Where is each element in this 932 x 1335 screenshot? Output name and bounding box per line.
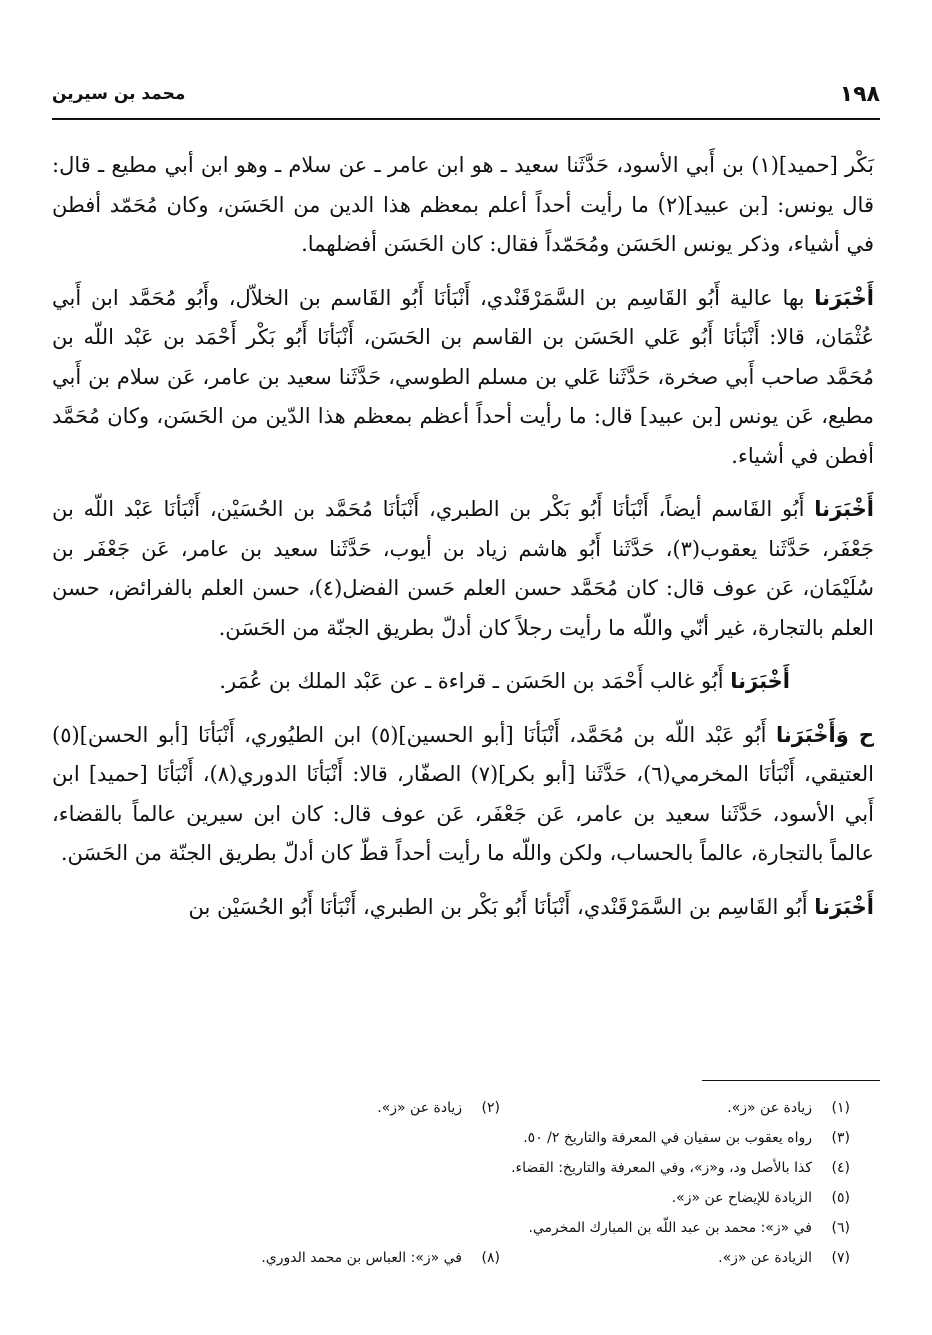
footnote-text: الزيادة عن «ز».	[718, 1250, 812, 1266]
paragraph-text: بها عالية أَبُو القَاسِم بن السَّمَرْقَنْدي، أَنْبَأنَا أَبُو القَاسم بن الخلاّل، وأَبُو مُحَمَّد ابن أَبي عُثْمَان، قالا: أَنْبَأنَا أَبُو عَلي الحَسَن بن القاسم بن الحَسَن، أَنْبَأنَا أَبُو بَكْر أَحْمَد بن عَبْد اللّه بن مُحَمَّد صاحب أَبي صخرة، حَدَّثَنا عَلي بن مسلم الطوسي، حَدَّثَنا سعيد بن عامر، عَن سلام بن أَبي مطيع، عَن يونس [بن عبيد] قال: ما رأيت أحداً أعظم بمعظم هذا الدّين من الحَسَن، وكان مُحَمَّد أفطن في أشياء.	[52, 285, 874, 468]
footnote-text: زيادة عن «ز».	[727, 1100, 812, 1116]
footnote-5	[672, 1183, 850, 1213]
paragraph-text: بَكْر [حميد](١) بن أَبي الأسود، حَدَّثَنا سعيد ـ هو ابن عامر ـ عن سلام ـ وهو ابن أبي مطيع ـ قال: قال يونس: [بن عبيد](٢) ما رأيت أحداً أعلم بمعظم هذا الدين من الحَسَن، وكان مُحَمّد أفطن في أشياء، وذكر يونس الحَسَن ومُحَمّداً فقال: كان الحَسَن أفضلهما.	[52, 153, 874, 256]
footnote-rule	[702, 1080, 880, 1081]
footnote-text: الزيادة للإيضاح عن «ز».	[671, 1190, 812, 1206]
paragraph-4	[52, 662, 874, 702]
footnote-number: (٣)	[831, 1130, 850, 1146]
footnote-number: (٢)	[481, 1100, 500, 1116]
footnote-6	[528, 1213, 850, 1243]
paragraph-lead: ح وَأَخْبَرَنا	[775, 722, 874, 747]
paragraph-2	[52, 279, 874, 477]
footnote-4	[511, 1153, 850, 1183]
paragraph-3	[52, 490, 874, 648]
paragraph-text: أَبُو عَبْد اللّه بن مُحَمَّد، أَنْبَأنَا [أبو الحسين](٥) ابن الطيُوري، أَنْبَأنَا [أبو الحسن](٥) العتيقي، أَنْبَأنَا المخرمي(٦)، حَدَّثَنا [أبو بكر](٧) الصفّار، قالا: أَنْبَأنَا الدوري(٨)، أَنْبَأنَا [حميد] ابن أَبي الأسود، حَدَّثَنا سعيد بن عامر، عَن جَعْفَر، عَن عوف قال: كان ابن سيرين عالماً بالقضاء، عالماً بالتجارة، عالماً بالحساب، ولكن واللّه ما رأيت أحداً قطّ كان أدلّ بطريق الجنّة من الحَسَن.	[52, 722, 874, 865]
paragraph-5	[52, 716, 874, 874]
paragraph-lead: أَخْبَرَنا	[814, 285, 874, 310]
footnote-number: (٦)	[831, 1220, 850, 1236]
paragraph-6	[52, 888, 874, 928]
page-header	[52, 78, 880, 118]
footnote-row	[150, 1213, 850, 1243]
footnote-8	[150, 1243, 500, 1273]
paragraph-1	[52, 146, 874, 265]
paragraph-text: أَبُو غالب أَحْمَد بن الحَسَن ـ قراءة ـ عن عَبْد الملك بن عُمَر.	[219, 669, 731, 693]
running-title: محمد بن سيرين	[52, 84, 186, 104]
footnote-row	[150, 1243, 850, 1273]
footnote-text: كذا بالأصل ود، و«ز»، وفي المعرفة والتاريخ: القضاء.	[511, 1160, 812, 1176]
footnote-row	[150, 1183, 850, 1213]
footnote-2	[150, 1093, 500, 1123]
paragraph-lead: أَخْبَرَنا	[814, 894, 874, 919]
footnote-text: رواه يعقوب بن سفيان في المعرفة والتاريخ ٢/ ٥٠.	[523, 1130, 812, 1146]
footnote-7	[500, 1243, 850, 1273]
footnote-row	[150, 1123, 850, 1153]
paragraph-lead: أَخْبَرَنا	[730, 669, 790, 693]
page-number: ١٩٨	[839, 82, 880, 107]
paragraph-lead: أَخْبَرَنا	[814, 497, 874, 521]
footnote-number: (٨)	[481, 1250, 500, 1266]
paragraph-text: أَبُو القَاسِم بن السَّمَرْقَنْدي، أَنْبَأنَا أَبُو بَكْر بن الطبري، أَنْبَأنَا أَبُو الحُسَيْن بن	[188, 894, 815, 919]
footnotes	[150, 1093, 850, 1273]
footnote-number: (٥)	[831, 1190, 850, 1206]
footnote-3	[523, 1123, 850, 1153]
footnote-number: (١)	[831, 1100, 850, 1116]
footnote-text: في «ز»: العباس بن محمد الدوري.	[261, 1250, 462, 1266]
header-rule	[52, 118, 880, 120]
footnote-text: زيادة عن «ز».	[377, 1100, 462, 1116]
main-text	[52, 146, 874, 941]
footnote-row	[150, 1153, 850, 1183]
footnote-text: في «ز»: محمد بن عبد اللّه بن المبارك المخرمي.	[528, 1220, 812, 1236]
footnote-number: (٤)	[831, 1160, 850, 1176]
footnote-row	[150, 1093, 850, 1123]
footnote-number: (٧)	[831, 1250, 850, 1266]
footnote-1	[500, 1093, 850, 1123]
paragraph-text: أَبُو القَاسم أيضاً، أَنْبَأنَا أَبُو بَكْر بن الطبري، أَنْبَأنَا مُحَمَّد بن الحُسَيْن، أَنْبَأنَا عَبْد اللّه بن جَعْفَر، حَدَّثَنا يعقوب(٣)، حَدَّثَنا أَبُو هاشم زياد بن أيوب، حَدَّثَنا سعيد بن عامر، عَن جَعْفَر بن سُلَيْمَان، عَن عوف قال: كان مُحَمَّد حسن العلم حَسن الفضل(٤)، حسن العلم بالفرائض، حسن العلم بالتجارة، غير أنّي واللّه ما رأيت رجلاً كان أدلّ بطريق الجنّة من الحَسَن.	[52, 497, 874, 640]
